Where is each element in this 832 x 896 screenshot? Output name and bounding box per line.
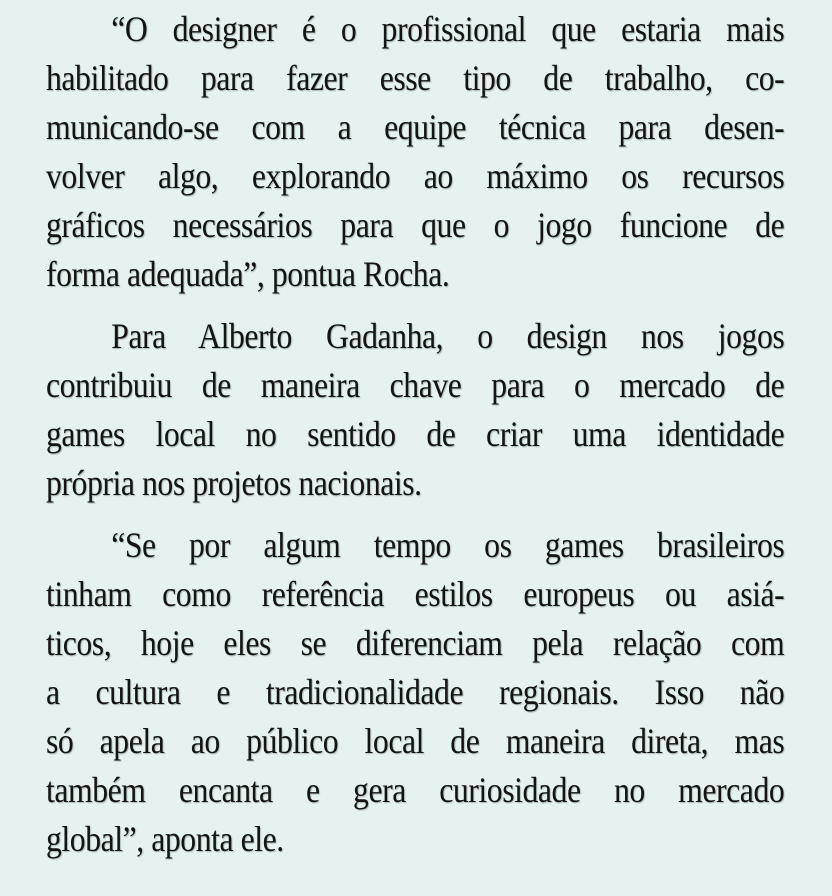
text-line: gráficos necessários para que o jogo funcione de (46, 205, 785, 245)
text-line: tinham como referência estilos europeus ou asiá- (46, 574, 785, 614)
text-line: games local no sentido de criar uma identidade (46, 414, 785, 454)
text-line: Para Alberto Gadanha, o design nos jogos (111, 316, 785, 356)
text-line: contribuiu de maneira chave para o mercado de (46, 365, 785, 405)
paragraph-alberto-gadanha (46, 312, 784, 508)
text-line: municando-se com a equipe técnica para desen- (46, 107, 785, 147)
text-line: global”, aponta ele. (46, 819, 284, 859)
text-line: própria nos projetos nacionais. (46, 463, 422, 503)
text-line: a cultura e tradicionalidade regionais. Isso não (46, 672, 785, 712)
text-line: “O designer é o profissional que estaria mais (111, 9, 785, 49)
paragraph-quote-rocha (46, 5, 784, 299)
text-line: volver algo, explorando ao máximo os recursos (46, 156, 785, 196)
text-line: “Se por algum tempo os games brasileiros (111, 525, 785, 565)
paragraph-quote-games-brasileiros (46, 521, 784, 864)
text-line: habilitado para fazer esse tipo de trabalho, co- (46, 58, 785, 98)
text-line: forma adequada”, pontua Rocha. (46, 254, 450, 294)
text-line: só apela ao público local de maneira direta, mas (46, 721, 785, 761)
article-text-column (46, 5, 784, 864)
text-line: também encanta e gera curiosidade no mercado (46, 770, 785, 810)
text-line: ticos, hoje eles se diferenciam pela relação com (46, 623, 785, 663)
